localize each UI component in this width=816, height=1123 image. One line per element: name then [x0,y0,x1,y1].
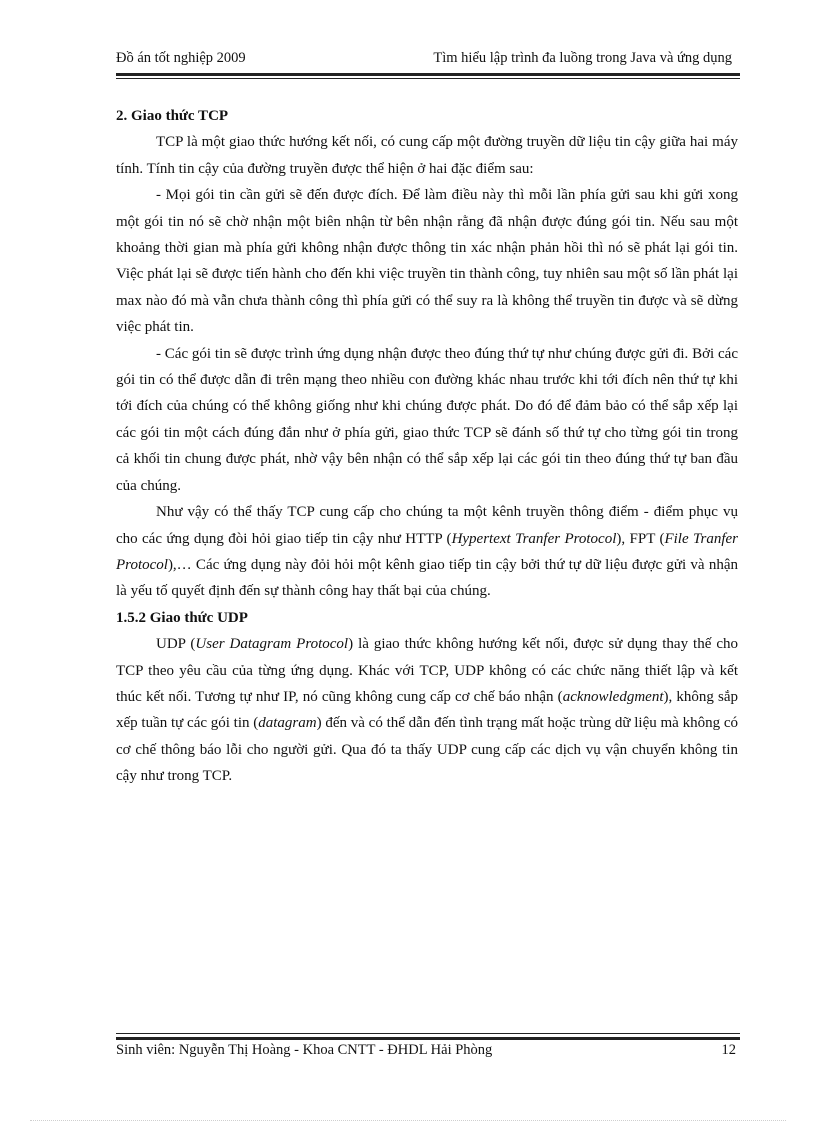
tcp-p4-text-c: ), FPT ( [616,530,665,547]
tcp-p4-text-e: ),… Các ứng dụng này đỏi hỏi một kênh giao tiếp tin cậy bởi thứ tự dữ liệu được gửi và nhận là yếu tố quyết định đến sự thành công hay thất bại của chúng. [116,556,738,600]
tcp-p4-text-a: Như vậy có thể thấy TCP cung cấp cho chúng ta một kênh truyền thông điểm - điểm phục vụ cho các ứng dụng đòi hỏi giao tiếp tin cậy như HTTP ( [116,504,738,547]
section-heading-udp: 1.5.2 Giao thức UDP [116,609,248,626]
page-edge-divider [30,1120,786,1121]
udp-p1-italic-datagram: datagram [258,715,317,732]
udp-paragraph-1 [116,631,738,789]
page-number: 12 [721,1042,736,1058]
page-footer [116,1042,740,1064]
header-thin-rule [116,78,740,79]
udp-p1-text-g: ) đến và có thể dẫn đến tình trạng mất hoặc trùng dữ liệu mà không có cơ chế thông báo lỗi cho người gửi. Qua đó ta thấy UDP cung cấp các dịch vụ vận chuyển không tin cậy như trong TCP. [116,715,738,785]
udp-p1-italic-name: User Datagram Protocol [195,636,349,653]
footer-thin-rule [116,1033,740,1034]
tcp-p4-italic-ftp: File Tranfer Protocol [116,530,738,573]
section-heading-tcp: 2. Giao thức TCP [116,108,229,124]
tcp-paragraph-4 [116,499,738,605]
header-left-text: Đồ án tốt nghiệp 2009 [116,50,246,66]
tcp-paragraph-3: - Các gói tin sẽ được trình ứng dụng nhận được theo đúng thứ tự như chúng được gửi đi. Bởi các gói tin có thể được dẫn đi trên mạng theo nhiều con đường khác nhau trước khi tới đích nên thứ tự khi tới đích của chúng có thể không giống như khi chúng được phát. Do đó để đảm bảo có thể sắp xếp lại các gói tin một cách đúng đắn như ở phía gửi, giao thức TCP sẽ đánh số thứ tự cho từng gói tin trong cả khối tin chung được phát, nhờ vậy bên nhận có thể sắp xếp lại các gói tin theo đúng thứ tự ban đầu của chúng. [116,345,738,494]
header-right-text: Tìm hiểu lập trình đa luồng trong Java và ứng dụng [433,50,732,66]
page-header [116,50,740,72]
udp-p1-text-a: UDP ( [156,636,196,653]
udp-p1-text-e: ), không sắp xếp tuần tự các gói tin ( [116,688,738,732]
page-body [116,103,738,790]
footer-thick-rule [116,1037,740,1040]
tcp-paragraph-1: TCP là một giao thức hướng kết nối, có cung cấp một đường truyền dữ liệu tin cậy giữa hai máy tính. Tính tin cậy của đường truyền được thể hiện ở hai đặc điểm sau: [116,134,738,177]
tcp-paragraph-2: - Mọi gói tin cần gửi sẽ đến được đích. Để làm điều này thì mỗi lần phía gửi sau khi gửi xong một gói tin nó sẽ chờ nhận một biên nhận từ bên nhận rằng đã nhận được đúng gói tin. Nếu sau một khoảng thời gian mà phía gửi không nhận được thông tin xác nhận phản hồi thì nó sẽ phát lại gói tin. Việc phát lại sẽ được tiến hành cho đến khi việc truyền tin thành công, tuy nhiên sau một số lần phát lại max nào đó mà vẫn chưa thành công thì phía gửi có thể suy ra là không thể truyền tin được và sẽ dừng việc phát tin. [116,187,738,336]
header-thick-rule [116,73,740,76]
tcp-p4-italic-http: Hypertext Tranfer Protocol [451,530,617,547]
footer-author-text: Sinh viên: Nguyễn Thị Hoàng - Khoa CNTT - ĐHDL Hải Phòng [116,1042,493,1058]
udp-p1-italic-ack: acknowledgment [562,688,664,705]
udp-p1-text-c: ) là giao thức không hướng kết nối, được sử dụng thay thế cho TCP theo yêu cầu của từng ứng dụng. Khác với TCP, UDP không có các chức năng thiết lập và kết thúc kết nối. Tương tự như IP, nó cũng không cung cấp cơ chế báo nhận ( [116,636,738,705]
